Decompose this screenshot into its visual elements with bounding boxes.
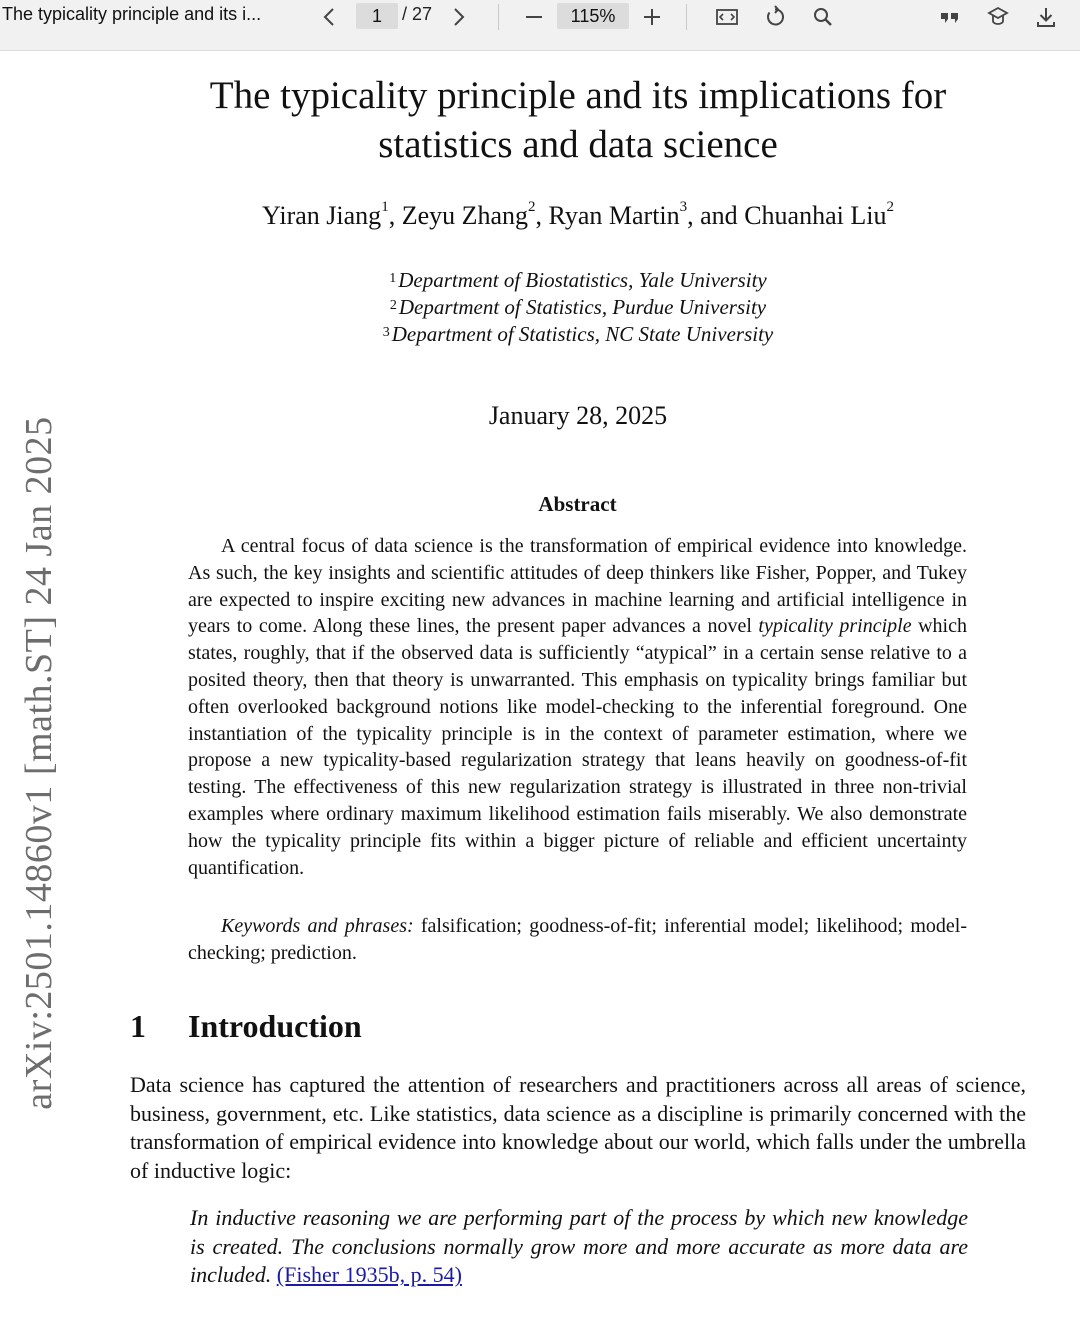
author-affiliation-mark: 2 bbox=[886, 199, 894, 215]
toolbar-divider bbox=[686, 4, 687, 30]
author-separator: , bbox=[535, 201, 549, 230]
author-name: Ryan Martin bbox=[548, 201, 680, 230]
next-page-button[interactable] bbox=[444, 3, 472, 31]
abstract-emphasis: typicality principle bbox=[758, 615, 912, 638]
author-name: Yiran Jiang bbox=[262, 201, 382, 230]
abstract-part-1: A central focus of data science is the transformation of empirical evidence into knowledge. As such, the key insights and scientific attitudes of deep thinkers like Fisher, Popper, and Tukey are expected to inspire exciting new advances in machine learning and artificial intelligence in years to come. Along these lines, the present paper advances a novel bbox=[188, 535, 967, 638]
download-button[interactable] bbox=[1032, 3, 1060, 31]
citation-icon bbox=[986, 5, 1010, 29]
affiliation-mark: 2 bbox=[389, 298, 397, 313]
affiliation-mark: 1 bbox=[389, 271, 397, 286]
affiliation bbox=[130, 267, 1026, 294]
abstract-part-2: which states, roughly, that if the observed data is sufficiently “atypical” in a certain sense relative to a posited theory, then that theory is unwarranted. This emphasis on typicality brings familiar but often overlooked background notions like model-checking to the inferential foreground. One instantiation of the typicality principle is in the context of parameter estimation, where we propose a new typicality-based regularization strategy that leans heavily on goodness-of-fit testing. The effectiveness of this new regularization strategy is illustrated in three non-trivial examples where ordinary maximum likelihood estimation fails miserably. We also demonstrate how the typicality principle fits within a bigger picture of reliable and efficient uncertainty quantification. bbox=[188, 615, 967, 879]
keywords bbox=[188, 913, 967, 967]
author-name: Chuanhai Liu bbox=[744, 201, 887, 230]
paper-date: January 28, 2025 bbox=[488, 401, 668, 430]
rotate-button[interactable] bbox=[761, 3, 789, 31]
paper-title bbox=[130, 71, 1026, 169]
abstract-heading: Abstract bbox=[538, 492, 617, 516]
section-title: Introduction bbox=[188, 1008, 362, 1044]
zoom-level[interactable]: 115% bbox=[557, 3, 629, 29]
citation-link[interactable]: (Fisher 1935b, p. 54) bbox=[276, 1262, 462, 1288]
intro-paragraph: Data science has captured the attention of researchers and practitioners across all areas of science, business, government, etc. Like statistics, data science as a discipline is primarily concerned with the transformation of empirical evidence into knowledge about our world, which falls under the umbrella of inductive logic: bbox=[130, 1072, 1026, 1184]
zoom-in-button[interactable] bbox=[638, 3, 666, 31]
author-list bbox=[130, 201, 1026, 231]
section-heading bbox=[130, 1008, 362, 1045]
rotate-icon bbox=[763, 5, 787, 29]
document-title: The typicality principle and its i... bbox=[2, 4, 262, 24]
page-total: / 27 bbox=[402, 4, 433, 24]
comment-button[interactable] bbox=[936, 3, 964, 31]
author-separator: , bbox=[388, 201, 402, 230]
zoom-in-icon bbox=[640, 5, 664, 29]
affiliation-mark: 3 bbox=[382, 325, 390, 340]
block-quote bbox=[190, 1204, 968, 1290]
zoom-out-button[interactable] bbox=[520, 3, 548, 31]
affiliation-list bbox=[130, 267, 1026, 348]
search-button[interactable] bbox=[809, 3, 837, 31]
page-number-input[interactable] bbox=[356, 3, 398, 29]
fit-page-button[interactable] bbox=[713, 3, 741, 31]
affiliation-text: Department of Statistics, Purdue University bbox=[398, 295, 767, 319]
author-affiliation-mark: 1 bbox=[381, 199, 389, 215]
affiliation bbox=[130, 321, 1026, 348]
chevron-left-icon bbox=[318, 5, 342, 29]
chevron-right-icon bbox=[446, 5, 470, 29]
pdf-page bbox=[0, 51, 1080, 1318]
toolbar-divider bbox=[498, 4, 499, 30]
title-line-1: The typicality principle and its implications for bbox=[209, 74, 947, 117]
author-name: Zeyu Zhang bbox=[401, 201, 529, 230]
fit-page-icon bbox=[715, 5, 739, 29]
previous-page-button[interactable] bbox=[316, 3, 344, 31]
affiliation bbox=[130, 294, 1026, 321]
affiliation-text: Department of Biostatistics, Yale University bbox=[398, 268, 767, 292]
title-line-2: statistics and data science bbox=[378, 123, 778, 166]
search-icon bbox=[811, 5, 835, 29]
zoom-out-icon bbox=[522, 5, 546, 29]
author-affiliation-mark: 2 bbox=[528, 199, 536, 215]
keywords-label: Keywords and phrases: bbox=[221, 915, 414, 937]
author-separator: , and bbox=[687, 201, 745, 230]
keywords-text: falsification; goodness-of-fit; inferential model; likelihood; model-checking; prediction. bbox=[188, 915, 967, 964]
arxiv-identifier-stamp: arXiv:2501.14860v1 [math.ST] 24 Jan 2025 bbox=[18, 416, 60, 1110]
comment-icon bbox=[938, 5, 962, 29]
abstract-text bbox=[188, 533, 967, 881]
pdf-toolbar bbox=[0, 0, 1080, 51]
citation-button[interactable] bbox=[984, 3, 1012, 31]
quote-text: In inductive reasoning we are performing part of the process by which new knowledge is created. The conclusions normally grow more and more accurate as more data are included. bbox=[190, 1205, 968, 1288]
affiliation-text: Department of Statistics, NC State University bbox=[391, 322, 774, 346]
author-affiliation-mark: 3 bbox=[679, 199, 688, 215]
section-number: 1 bbox=[130, 1008, 146, 1044]
download-icon bbox=[1034, 5, 1058, 29]
